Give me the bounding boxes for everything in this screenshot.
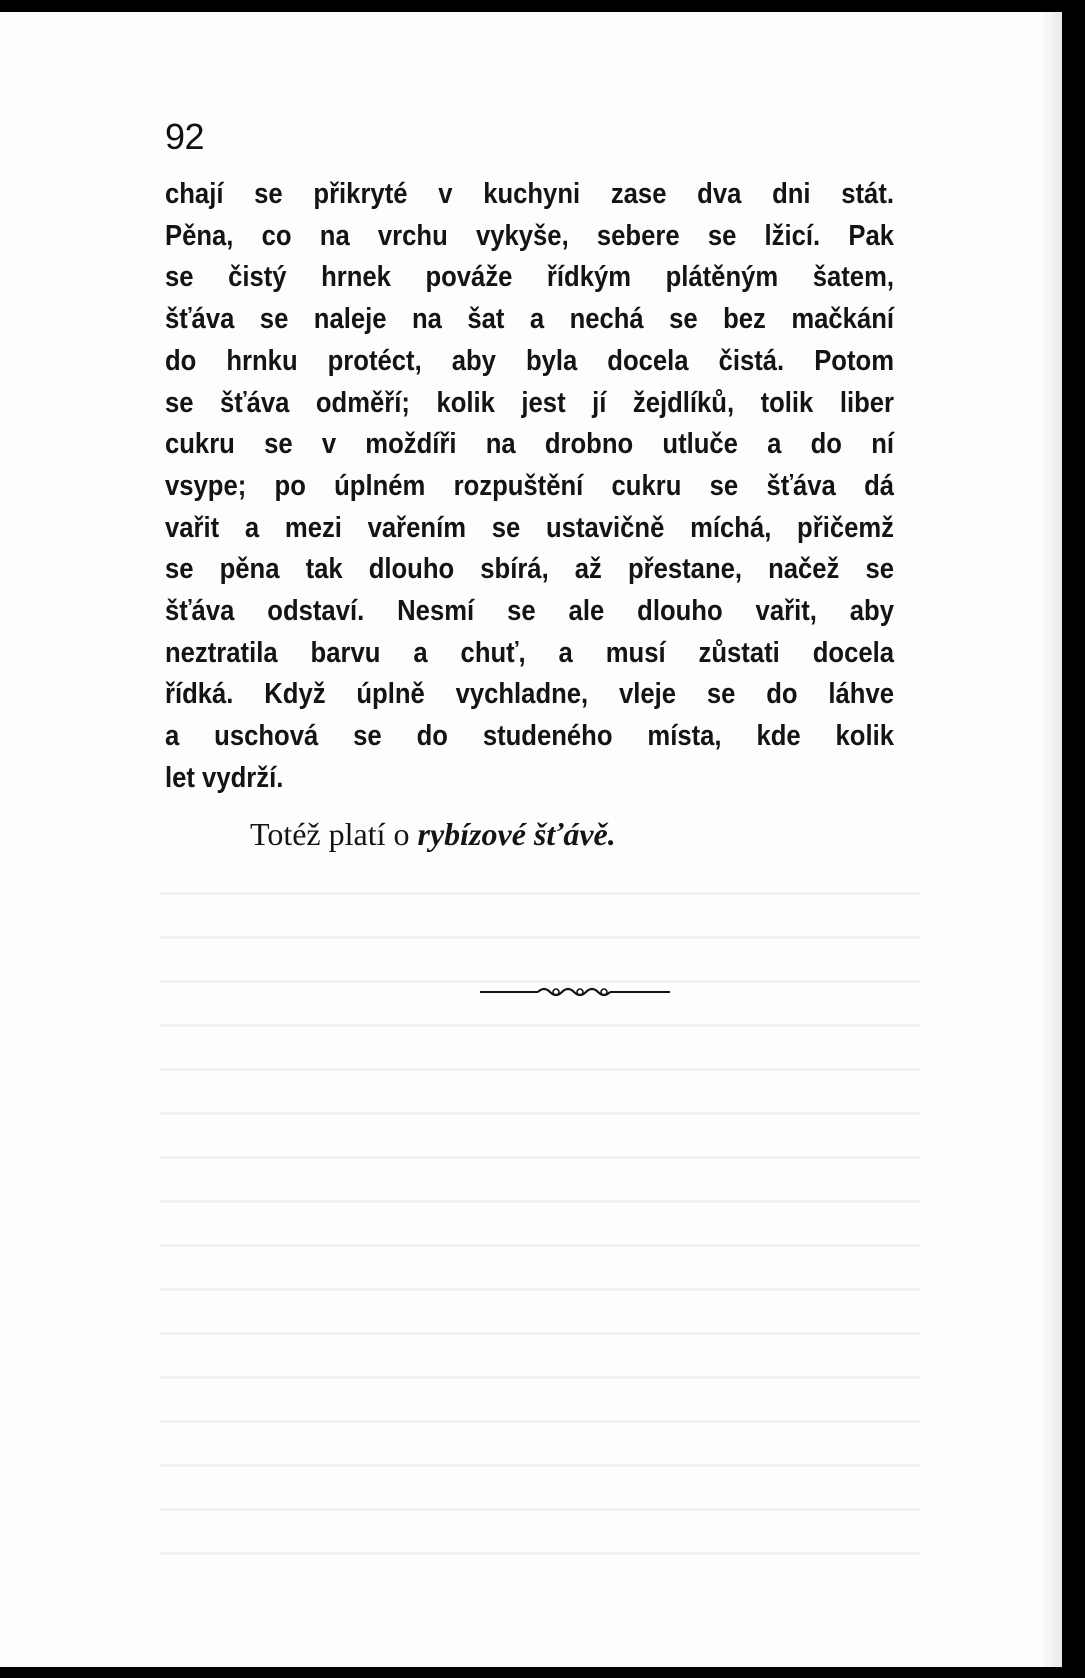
text-line: šťáva se naleje na šat a nechá se bez mačkání — [165, 303, 894, 336]
page-edge-shadow — [1040, 12, 1062, 1667]
text-line: chají se přikryté v kuchyni zase dva dni stát. — [165, 178, 894, 210]
closing-sentence — [250, 816, 616, 853]
text-line: řídká. Když úplně vychladne, vleje se do láhve — [165, 678, 894, 711]
text-line: vsype; po úplném rozpuštění cukru se šťáva dá — [165, 469, 894, 502]
text-line: šťáva odstaví. Nesmí se ale dlouho vařit, aby — [165, 595, 894, 628]
text-line: a uschová se do studeného místa, kde kolik — [165, 720, 894, 753]
closing-sentence-lead: Totéž platí o — [250, 816, 418, 852]
text-line: vařit a mezi vařením se ustavičně míchá, přičemž — [165, 511, 894, 544]
text-line: cukru se v moždíři na drobno utluče a do ní — [165, 428, 894, 461]
text-line: se pěna tak dlouho sbírá, až přestane, načež se — [165, 553, 894, 586]
text-line: neztratila barvu a chuť, a musí zůstati docela — [165, 636, 894, 669]
text-line: do hrnku protéct, aby byla docela čistá. Potom — [165, 344, 894, 377]
text-line: let vydrží. — [165, 761, 284, 794]
text-line: se čistý hrnek pováže řídkým plátěným šatem, — [165, 261, 894, 294]
closing-sentence-emphasis: rybízové šťávě. — [417, 816, 616, 852]
text-line: Pěna, co na vrchu vykyše, sebere se lžicí. Pak — [165, 219, 894, 252]
page-number: 92 — [165, 116, 205, 157]
book-page — [0, 12, 1062, 1667]
text-line: se šťáva odměří; kolik jest jí žejdlíků, tolik liber — [165, 386, 894, 419]
body-paragraph — [165, 174, 894, 800]
show-through-texture — [160, 892, 920, 1572]
